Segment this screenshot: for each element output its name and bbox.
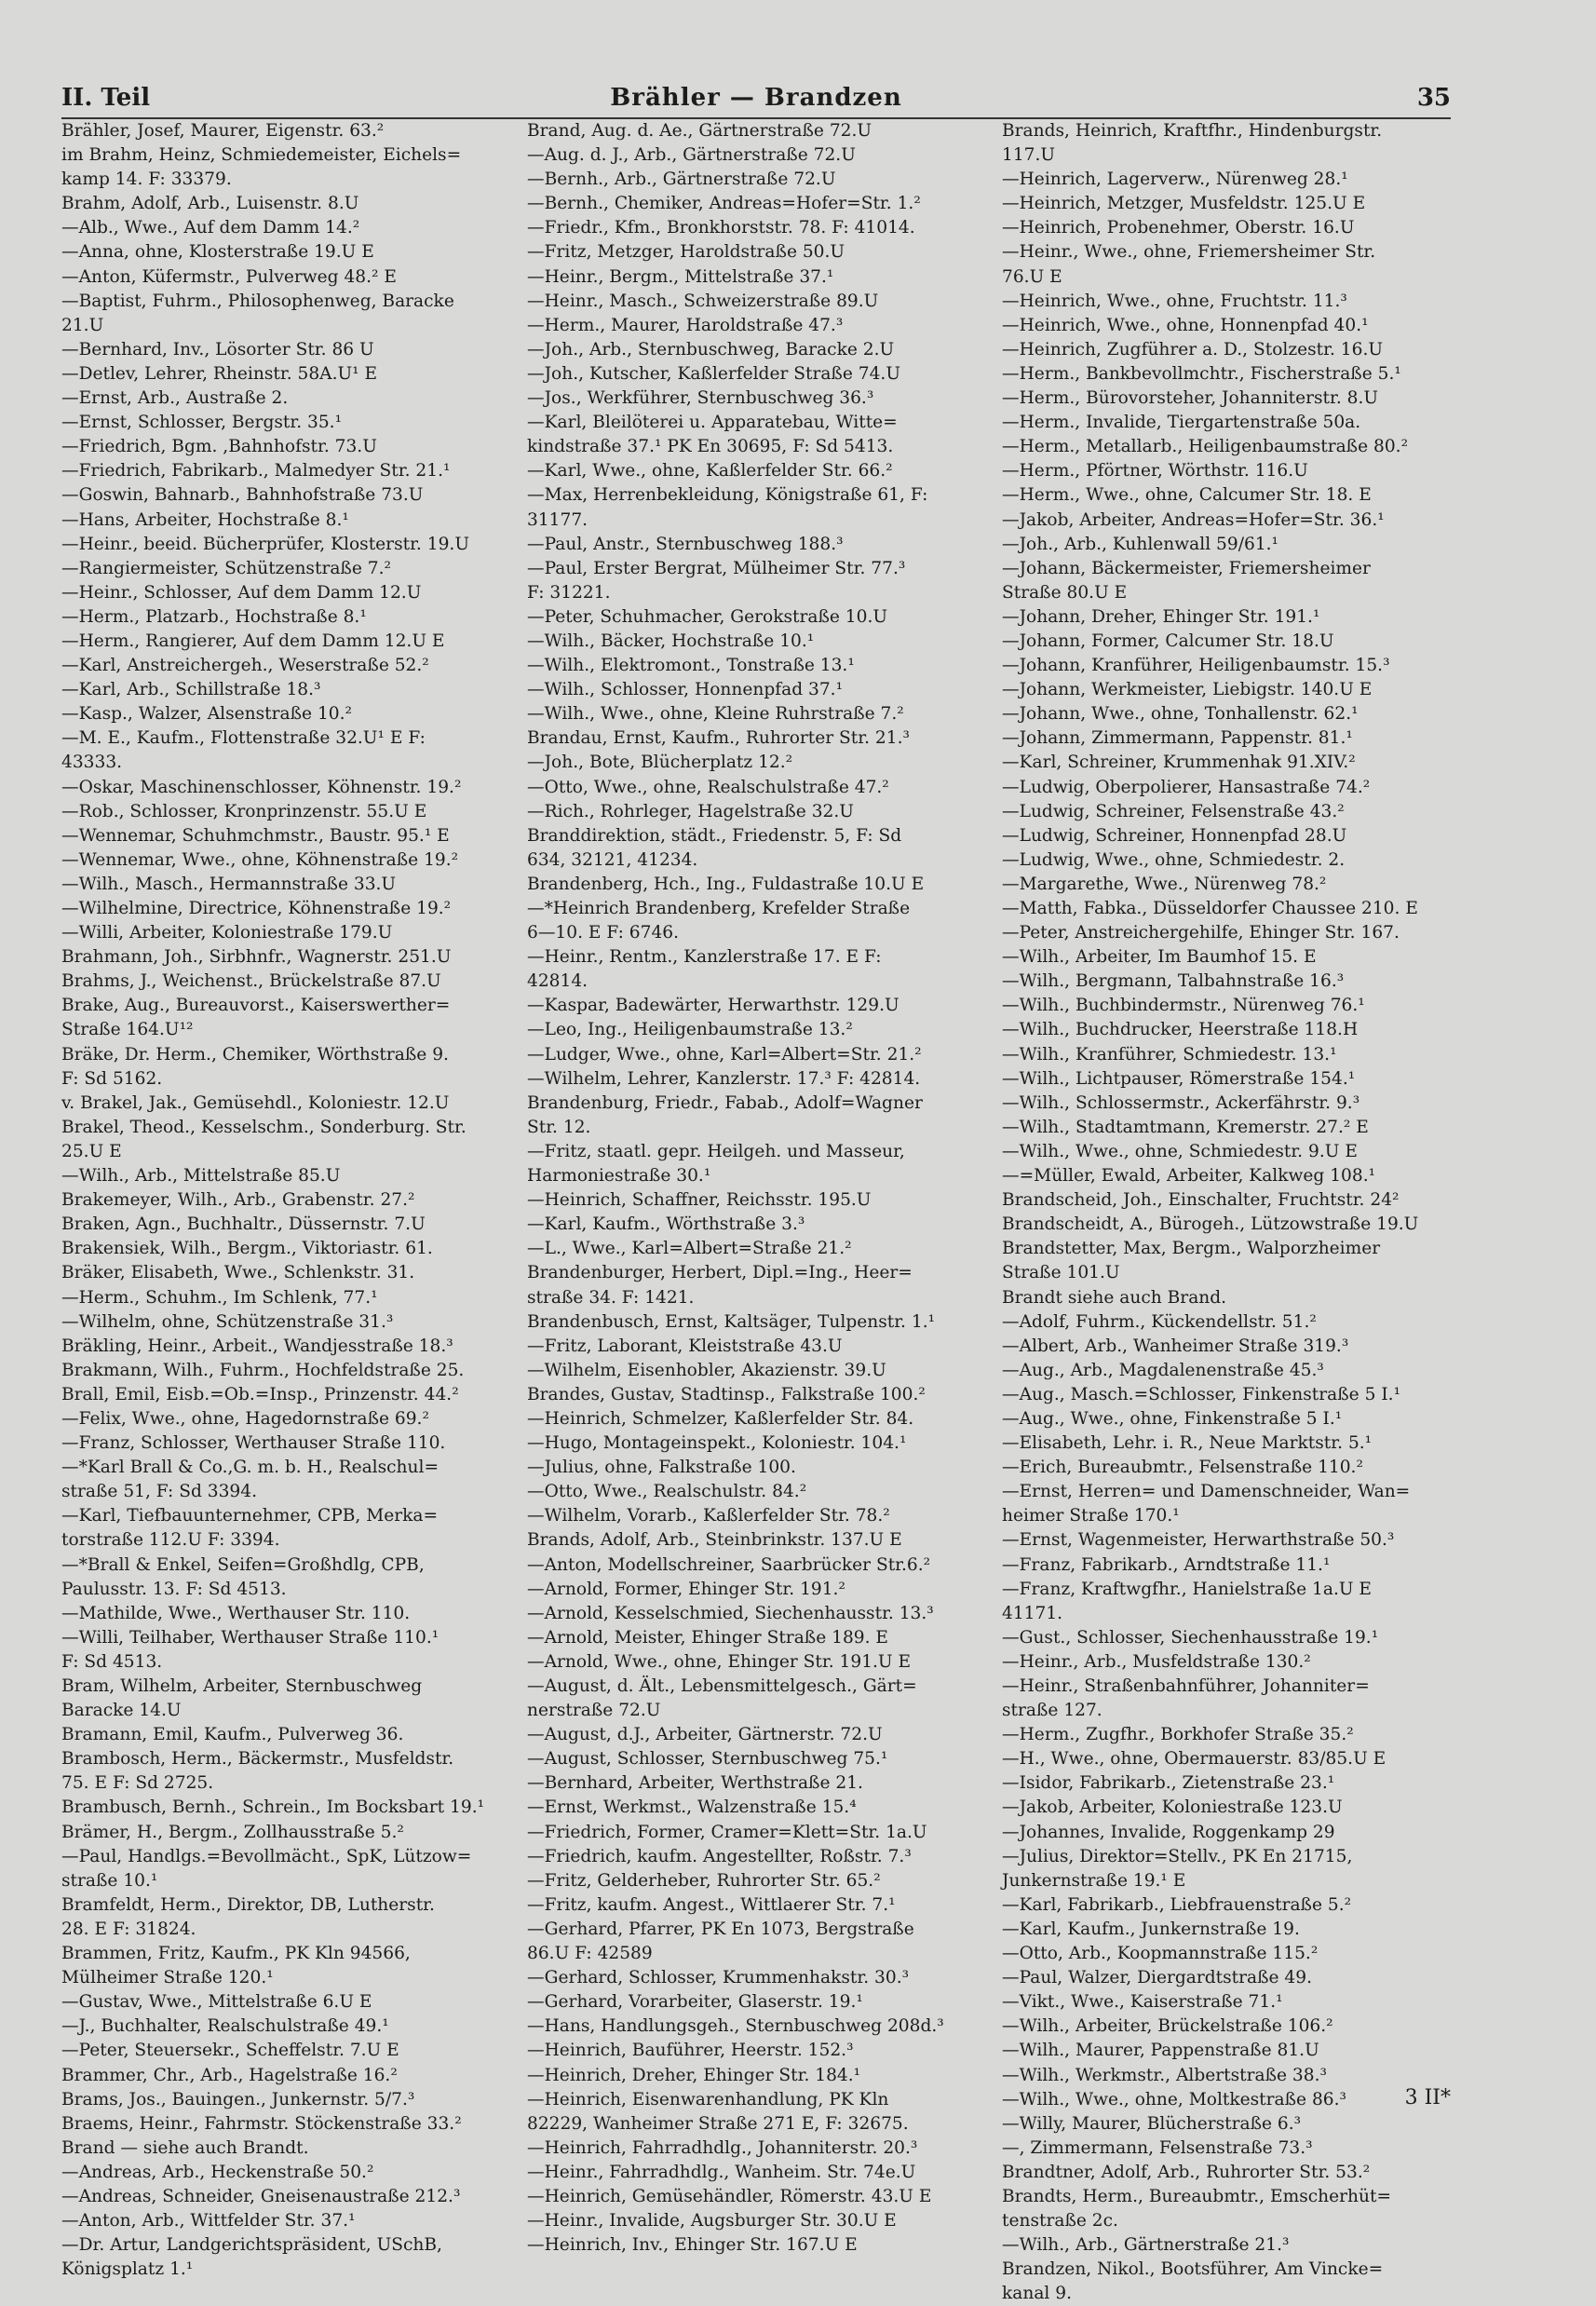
directory-entry: Junkernstraße 19.¹ E bbox=[1002, 1870, 1186, 1891]
directory-entry: —Wilh., Lichtpauser, Römerstraße 154.¹ bbox=[1002, 1068, 1356, 1089]
directory-entry: —Jakob, Arbeiter, Koloniestraße 123.U bbox=[1002, 1797, 1343, 1818]
directory-entry: —Karl, Wwe., ohne, Kaßlerfelder Str. 66.² bbox=[527, 461, 893, 482]
directory-entry: Baracke 14.U bbox=[61, 1701, 182, 1721]
directory-entry: 31177. bbox=[527, 509, 588, 530]
directory-entry: —Heinrich, Bauführer, Heerstr. 152.³ bbox=[527, 2041, 854, 2061]
directory-entry: —August, Schlosser, Sternbuschweg 75.¹ bbox=[527, 1749, 888, 1770]
directory-entry: —Rob., Schlosser, Kronprinzenstr. 55.U E bbox=[61, 801, 427, 821]
directory-entry: —Mathilde, Wwe., Werthauser Str. 110. bbox=[61, 1603, 411, 1623]
directory-entry: —Peter, Schuhmacher, Gerokstraße 10.U bbox=[527, 606, 888, 627]
directory-entry: —Peter, Anstreichergehilfe, Ehinger Str. 167. bbox=[1002, 923, 1400, 943]
directory-entry: —Bernhard, Arbeiter, Werthstraße 21. bbox=[527, 1773, 863, 1794]
directory-entry: F: Sd 5162. bbox=[61, 1068, 163, 1089]
directory-entry: —Wilh., Wwe., ohne, Schmiedestr. 9.U E bbox=[1002, 1141, 1358, 1161]
directory-entry: —Heinr., Wwe., ohne, Friemersheimer Str. bbox=[1002, 242, 1376, 263]
directory-entry: 86.U F: 42589 bbox=[527, 1944, 653, 1964]
directory-entry: —Karl, Kaufm., Wörthstraße 3.³ bbox=[527, 1214, 805, 1235]
directory-entry: Brand, Aug. d. Ae., Gärtnerstraße 72.U bbox=[527, 121, 872, 141]
directory-entry: —Karl, Arb., Schillstraße 18.³ bbox=[61, 680, 321, 700]
directory-entry: —Franz, Fabrikarb., Arndtstraße 11.¹ bbox=[1002, 1554, 1331, 1575]
directory-entry: nerstraße 72.U bbox=[527, 1701, 661, 1721]
directory-entry: —Fritz, kaufm. Angest., Wittlaerer Str. 7.¹ bbox=[527, 1894, 896, 1915]
directory-entry: —*Karl Brall & Co.,G. m. b. H., Realschul= bbox=[61, 1458, 440, 1478]
directory-entry: Braems, Heinr., Fahrmstr. Stöckenstraße 33.² bbox=[61, 2113, 462, 2134]
directory-entry: 21.U bbox=[61, 315, 104, 335]
directory-entry: Bräker, Elisabeth, Wwe., Schlenkstr. 31. bbox=[61, 1263, 415, 1283]
directory-entry: —Heinrich, Zugführer a. D., Stolzestr. 16.U bbox=[1002, 339, 1384, 359]
directory-entry: —Willy, Maurer, Blücherstraße 6.³ bbox=[1002, 2113, 1302, 2134]
directory-entry: —Oskar, Maschinenschlosser, Köhnenstr. 19.² bbox=[61, 777, 462, 797]
directory-entry: —Wilh., Arbeiter, Im Baumhof 15. E bbox=[1002, 947, 1317, 968]
directory-entry: —Heinr., Straßenbahnführer, Johanniter= bbox=[1002, 1676, 1370, 1696]
directory-entry: Brand — siehe auch Brandt. bbox=[61, 2137, 309, 2158]
directory-entry: —Wilhelm, Vorarb., Kaßlerfelder Str. 78.² bbox=[527, 1506, 890, 1526]
directory-entry: Brandenburger, Herbert, Dipl.=Ing., Heer= bbox=[527, 1263, 913, 1283]
directory-entry: —Joh., Kutscher, Kaßlerfelder Straße 74.U bbox=[527, 363, 901, 384]
directory-entry: —Ludger, Wwe., ohne, Karl=Albert=Str. 21.² bbox=[527, 1044, 922, 1065]
directory-entry: —Gerhard, Schlosser, Krummenhakstr. 30.³ bbox=[527, 1968, 910, 1988]
directory-entry: Brandtner, Adolf, Arb., Ruhrorter Str. 53.² bbox=[1002, 2162, 1371, 2182]
directory-entry: —Joh., Arb., Kuhlenwall 59/61.¹ bbox=[1002, 534, 1279, 554]
directory-entry: —Baptist, Fuhrm., Philosophenweg, Baracke bbox=[61, 291, 454, 311]
directory-entry: —Wilhelmine, Directrice, Köhnenstraße 19.² bbox=[61, 899, 452, 918]
directory-entry: —Wilh., Wwe., ohne, Kleine Ruhrstraße 7.² bbox=[527, 704, 904, 725]
directory-entry: Straße 80.U E bbox=[1002, 582, 1128, 603]
directory-entry: straße 51, F: Sd 3394. bbox=[61, 1482, 257, 1502]
directory-entry: —Wilh., Schlosser, Honnenpfad 37.¹ bbox=[527, 680, 844, 700]
directory-entry: 117.U bbox=[1002, 145, 1056, 166]
directory-entry: —Aug., Arb., Magdalenenstraße 45.³ bbox=[1002, 1360, 1324, 1380]
directory-entry: —Dr. Artur, Landgerichtspräsident, USchB, bbox=[61, 2235, 442, 2256]
directory-entry: 42814. bbox=[527, 971, 588, 992]
directory-entry: Brandscheid, Joh., Einschalter, Fruchtstr. 24² bbox=[1002, 1190, 1400, 1211]
directory-entry: —Matth, Fabka., Düsseldorfer Chaussee 210. E bbox=[1002, 899, 1418, 918]
directory-entry: —Johann, Wwe., ohne, Tonhallenstr. 62.¹ bbox=[1002, 704, 1359, 725]
directory-entry: —Ernst, Schlosser, Bergstr. 35.¹ bbox=[61, 413, 343, 433]
directory-entry: 41171. bbox=[1002, 1603, 1063, 1623]
directory-entry: Str. 12. bbox=[527, 1117, 591, 1137]
directory-entry: im Brahm, Heinz, Schmiedemeister, Eichels= bbox=[61, 145, 462, 166]
directory-entry: —Wilhelm, Eisenhobler, Akazienstr. 39.U bbox=[527, 1360, 886, 1380]
directory-entry: —Johann, Zimmermann, Pappenstr. 81.¹ bbox=[1002, 728, 1353, 749]
directory-entry: —Wilh., Bäcker, Hochstraße 10.¹ bbox=[527, 631, 815, 651]
directory-entry: —Wilh., Buchbindermstr., Nürenweg 76.¹ bbox=[1002, 996, 1365, 1016]
directory-entry: —Heinrich, Metzger, Musfeldstr. 125.U E bbox=[1002, 194, 1366, 214]
directory-entry: —Arnold, Meister, Ehinger Straße 189. E bbox=[527, 1627, 888, 1648]
directory-entry: Harmoniestraße 30.¹ bbox=[527, 1166, 711, 1187]
directory-entry: —Herm., Invalide, Tiergartenstraße 50a. bbox=[1002, 413, 1361, 433]
directory-entry: —Wilhelm, ohne, Schützenstraße 31.³ bbox=[61, 1311, 394, 1332]
page-number: 35 bbox=[1416, 84, 1451, 112]
directory-entry: —Wilh., Bergmann, Talbahnstraße 16.³ bbox=[1002, 971, 1345, 992]
directory-entry: —, Zimmermann, Felsenstraße 73.³ bbox=[1002, 2137, 1313, 2158]
directory-entry: —Karl, Kaufm., Junkernstraße 19. bbox=[1002, 1919, 1300, 1939]
directory-entry: Brämer, H., Bergm., Zollhausstraße 5.² bbox=[61, 1822, 404, 1842]
directory-entry: Brandenbusch, Ernst, Kaltsäger, Tulpenstr. 1.¹ bbox=[527, 1311, 936, 1332]
directory-entry: —Heinr., Rentm., Kanzlerstraße 17. E F: bbox=[527, 947, 882, 968]
directory-entry: kamp 14. F: 33379. bbox=[61, 170, 232, 190]
directory-entry: —Wilh., Werkmstr., Albertstraße 38.³ bbox=[1002, 2065, 1327, 2085]
directory-entry: straße 34. F: 1421. bbox=[527, 1287, 695, 1308]
directory-entry: —Wilh., Arb., Gärtnerstraße 21.³ bbox=[1002, 2235, 1290, 2256]
directory-entry: —Friedr., Kfm., Bronkhorststr. 78. F: 41014. bbox=[527, 218, 915, 238]
directory-entry: —Herm., Bankbevollmchtr., Fischerstraße 5.¹ bbox=[1002, 363, 1401, 384]
directory-entry: —Karl, Anstreichergeh., Weserstraße 52.² bbox=[61, 656, 429, 676]
directory-entry: 25.U E bbox=[61, 1141, 122, 1161]
directory-entry: 6—10. E F: 6746. bbox=[527, 923, 680, 943]
directory-entry: Branddirektion, städt., Friedenstr. 5, F: Sd bbox=[527, 825, 902, 846]
directory-entry: —August, d.J., Arbeiter, Gärtnerstr. 72.U bbox=[527, 1725, 883, 1745]
directory-entry: —Wilh., Wwe., ohne, Moltkestraße 86.³ bbox=[1002, 2089, 1346, 2109]
directory-entry: —Herm., Metallarb., Heiligenbaumstraße 80.² bbox=[1002, 437, 1409, 457]
directory-entry: Brahmann, Joh., Sirbhnfr., Wagnerstr. 251.U bbox=[61, 947, 452, 968]
directory-entry: —Aug. d. J., Arb., Gärtnerstraße 72.U bbox=[527, 145, 856, 166]
directory-entry: —Otto, Wwe., Realschulstr. 84.² bbox=[527, 1482, 807, 1502]
directory-entry: —Herm., Maurer, Haroldstraße 47.³ bbox=[527, 315, 844, 335]
directory-entry: —M. E., Kaufm., Flottenstraße 32.U¹ E F: bbox=[61, 728, 426, 749]
directory-entry: —Goswin, Bahnarb., Bahnhofstraße 73.U bbox=[61, 485, 424, 506]
directory-entry: —Kaspar, Badewärter, Herwarthstr. 129.U bbox=[527, 996, 899, 1016]
directory-entry: Brakemeyer, Wilh., Arb., Grabenstr. 27.² bbox=[61, 1190, 415, 1211]
directory-entry: —Ernst, Wagenmeister, Herwarthstraße 50.³ bbox=[1002, 1530, 1395, 1551]
directory-entry: —Ernst, Herren= und Damenschneider, Wan= bbox=[1002, 1482, 1411, 1502]
directory-entry: —Paul, Walzer, Diergardtstraße 49. bbox=[1002, 1968, 1312, 1988]
directory-entry: —Jakob, Arbeiter, Andreas=Hofer=Str. 36.¹ bbox=[1002, 509, 1385, 530]
directory-entry: —=Müller, Ewald, Arbeiter, Kalkweg 108.¹ bbox=[1002, 1166, 1376, 1187]
directory-entry: —Rich., Rohrleger, Hagelstraße 32.U bbox=[527, 801, 854, 821]
directory-entry: torstraße 112.U F: 3394. bbox=[61, 1530, 280, 1551]
directory-entry: —Joh., Bote, Blücherplatz 12.² bbox=[527, 753, 793, 773]
directory-entry: —Paul, Anstr., Sternbuschweg 188.³ bbox=[527, 534, 844, 554]
page-header bbox=[61, 80, 1451, 119]
directory-entry: —Heinrich, Wwe., ohne, Fruchtstr. 11.³ bbox=[1002, 291, 1347, 311]
directory-entry: Paulusstr. 13. F: Sd 4513. bbox=[61, 1579, 287, 1599]
directory-entry: —Heinr., Bergm., Mittelstraße 37.¹ bbox=[527, 266, 834, 287]
directory-entry: Mülheimer Straße 120.¹ bbox=[61, 1968, 274, 1988]
directory-entry: 82229, Wanheimer Straße 271 E, F: 32675. bbox=[527, 2113, 909, 2134]
directory-entry: —Heinrich, Dreher, Ehinger Str. 184.¹ bbox=[527, 2065, 861, 2085]
directory-entry: —Ludwig, Schreiner, Honnenpfad 28.U bbox=[1002, 825, 1347, 846]
directory-entry: —Rangiermeister, Schützenstraße 7.² bbox=[61, 558, 391, 578]
directory-entry: —Max, Herrenbekleidung, Königstraße 61, F: bbox=[527, 485, 928, 506]
directory-entry: Braken, Agn., Buchhaltr., Düssernstr. 7.U bbox=[61, 1214, 426, 1235]
directory-entry: —Julius, ohne, Falkstraße 100. bbox=[527, 1458, 796, 1478]
directory-entry: —*Brall & Enkel, Seifen=Großhdlg, CPB, bbox=[61, 1554, 425, 1575]
directory-entry: Brands, Adolf, Arb., Steinbrinkstr. 137.U E bbox=[527, 1530, 902, 1551]
directory-entry: kindstraße 37.¹ PK En 30695, F: Sd 5413. bbox=[527, 437, 894, 457]
directory-entry: —Heinrich, Gemüsehändler, Römerstr. 43.U E bbox=[527, 2186, 932, 2206]
directory-entry: —Johann, Bäckermeister, Friemersheimer bbox=[1002, 558, 1371, 578]
directory-entry: Brahms, J., Weichenst., Brückelstraße 87.U bbox=[61, 971, 441, 992]
header-section: II. Teil bbox=[61, 84, 151, 112]
directory-entry: —Fritz, staatl. gepr. Heilgeh. und Masseur, bbox=[527, 1141, 905, 1161]
directory-entry: —Heinr., Masch., Schweizerstraße 89.U bbox=[527, 291, 879, 311]
directory-entry: —Johann, Dreher, Ehinger Str. 191.¹ bbox=[1002, 606, 1320, 627]
directory-entry: Brammen, Fritz, Kaufm., PK Kln 94566, bbox=[61, 1944, 411, 1964]
directory-entry: Straße 101.U bbox=[1002, 1263, 1120, 1283]
column-2 bbox=[527, 119, 983, 2256]
directory-entry: —Aug., Wwe., ohne, Finkenstraße 5 I.¹ bbox=[1002, 1408, 1343, 1429]
directory-entry: straße 10.¹ bbox=[61, 1870, 158, 1891]
directory-entry: —Karl, Fabrikarb., Liebfrauenstraße 5.² bbox=[1002, 1894, 1352, 1915]
directory-entry: —Jos., Werkführer, Sternbuschweg 36.³ bbox=[527, 388, 874, 409]
sheet-signature: 3 II* bbox=[1404, 2086, 1451, 2109]
directory-entry: —Wilh., Arb., Mittelstraße 85.U bbox=[61, 1166, 341, 1187]
directory-entry: Brandts, Herm., Bureaubmtr., Emscherhüt= bbox=[1002, 2186, 1392, 2206]
directory-entry: —Heinr., Fahrradhdlg., Wanheim. Str. 74e.U bbox=[527, 2162, 916, 2182]
directory-entry: —Anna, ohne, Klosterstraße 19.U E bbox=[61, 242, 374, 263]
directory-entry: Brakensiek, Wilh., Bergm., Viktoriastr. 61. bbox=[61, 1239, 433, 1259]
directory-entry: 43333. bbox=[61, 753, 123, 773]
directory-entry: —Friedrich, Fabrikarb., Malmedyer Str. 21.¹ bbox=[61, 461, 451, 482]
directory-entry: —Johann, Werkmeister, Liebigstr. 140.U E bbox=[1002, 680, 1373, 700]
directory-entry: Bram, Wilhelm, Arbeiter, Sternbuschweg bbox=[61, 1676, 423, 1696]
directory-entry: Königsplatz 1.¹ bbox=[61, 2259, 194, 2280]
directory-entry: —Wilhelm, Lehrer, Kanzlerstr. 17.³ F: 42814. bbox=[527, 1068, 921, 1089]
directory-entry: Straße 164.U¹² bbox=[61, 1020, 194, 1040]
directory-entry: F: Sd 4513. bbox=[61, 1651, 163, 1672]
directory-entry: —Albert, Arb., Wanheimer Straße 319.³ bbox=[1002, 1336, 1349, 1356]
directory-entry: —Vikt., Wwe., Kaiserstraße 71.¹ bbox=[1002, 1992, 1283, 2013]
directory-entry: —Friedrich, Bgm. ,Bahnhofstr. 73.U bbox=[61, 437, 377, 457]
directory-entry: Brähler, Josef, Maurer, Eigenstr. 63.² bbox=[61, 121, 385, 141]
directory-entry: Brake, Aug., Bureauvorst., Kaiserswerther= bbox=[61, 996, 451, 1016]
directory-entry: —Otto, Wwe., ohne, Realschulstraße 47.² bbox=[527, 777, 889, 797]
directory-entry: —Bernhard, Inv., Lösorter Str. 86 U bbox=[61, 339, 374, 359]
directory-entry: —Anton, Modellschreiner, Saarbrücker Str.6.² bbox=[527, 1554, 931, 1575]
directory-entry: —Wilh., Arbeiter, Brückelstraße 106.² bbox=[1002, 2016, 1333, 2037]
directory-entry: —Herm., Platzarb., Hochstraße 8.¹ bbox=[61, 606, 367, 627]
directory-entry: —Heinrich, Probenehmer, Oberstr. 16.U bbox=[1002, 218, 1355, 238]
directory-entry: Bramann, Emil, Kaufm., Pulverweg 36. bbox=[61, 1725, 404, 1745]
directory-entry: 76.U E bbox=[1002, 266, 1062, 287]
directory-entry: —Gust., Schlosser, Siechenhausstraße 19.¹ bbox=[1002, 1627, 1379, 1648]
directory-entry: —Andreas, Arb., Heckenstraße 50.² bbox=[61, 2162, 374, 2182]
directory-entry: —Kasp., Walzer, Alsenstraße 10.² bbox=[61, 704, 352, 725]
directory-entry: Brandenberg, Hch., Ing., Fuldastraße 10.U E bbox=[527, 874, 925, 894]
directory-entry: —Elisabeth, Lehr. i. R., Neue Marktstr. 5.¹ bbox=[1002, 1433, 1373, 1454]
directory-entry: —Karl, Schreiner, Krummenhak 91.XIV.² bbox=[1002, 753, 1356, 773]
directory-entry: Brams, Jos., Bauingen., Junkernstr. 5/7.³ bbox=[61, 2089, 415, 2109]
directory-entry: —Peter, Steuersekr., Scheffelstr. 7.U E bbox=[61, 2041, 399, 2061]
directory-entry: —Bernh., Chemiker, Andreas=Hofer=Str. 1.² bbox=[527, 194, 921, 214]
directory-entry: —Julius, Direktor=Stellv., PK En 21715, bbox=[1002, 1846, 1353, 1866]
directory-entry: —H., Wwe., ohne, Obermauerstr. 83/85.U E bbox=[1002, 1749, 1386, 1770]
directory-entry: —Herm., Wwe., ohne, Calcumer Str. 18. E bbox=[1002, 485, 1372, 506]
directory-entry: —Wilh., Buchdrucker, Heerstraße 118.H bbox=[1002, 1020, 1359, 1040]
directory-entry: —Franz, Schlosser, Werthauser Straße 110. bbox=[61, 1433, 446, 1454]
directory-entry: —Gustav, Wwe., Mittelstraße 6.U E bbox=[61, 1992, 372, 2013]
directory-entry: —Detlev, Lehrer, Rheinstr. 58A.U¹ E bbox=[61, 363, 378, 384]
directory-entry: —Heinrich, Fahrradhdlg., Johanniterstr. 20.³ bbox=[527, 2137, 918, 2158]
directory-entry: —Wilh., Elektromont., Tonstraße 13.¹ bbox=[527, 656, 855, 676]
directory-entry: —Heinrich, Schmelzer, Kaßlerfelder Str. 84. bbox=[527, 1408, 914, 1429]
directory-entry: —Fritz, Gelderheber, Ruhrorter Str. 65.² bbox=[527, 1870, 881, 1891]
directory-entry: —Margarethe, Wwe., Nürenweg 78.² bbox=[1002, 874, 1327, 894]
directory-entry: —Otto, Arb., Koopmannstraße 115.² bbox=[1002, 1944, 1319, 1964]
column-3 bbox=[1002, 119, 1451, 2304]
directory-entry: Brandstetter, Max, Bergm., Walporzheimer bbox=[1002, 1239, 1381, 1259]
directory-entry: —Wennemar, Schuhmchmstr., Baustr. 95.¹ E bbox=[61, 825, 450, 846]
directory-entry: Brandscheidt, A., Bürogeh., Lützowstraße 19.U bbox=[1002, 1214, 1419, 1235]
directory-entry: Brandenburg, Friedr., Fabab., Adolf=Wagner bbox=[527, 1092, 923, 1113]
directory-entry: —Paul, Handlgs.=Bevollmächt., SpK, Lützow= bbox=[61, 1846, 472, 1866]
directory-entry: Brakel, Theod., Kesselschm., Sonderburg. Str. bbox=[61, 1117, 467, 1137]
directory-entry: —Heinrich, Eisenwarenhandlung, PK Kln bbox=[527, 2089, 889, 2109]
directory-entry: Brandau, Ernst, Kaufm., Ruhrorter Str. 21.³ bbox=[527, 728, 910, 749]
column-1 bbox=[61, 119, 518, 2280]
directory-entry: —August, d. Ält., Lebensmittelgesch., Gärt= bbox=[527, 1676, 917, 1696]
directory-entry: —Heinr., Invalide, Augsburger Str. 30.U E bbox=[527, 2211, 897, 2231]
directory-entry: —Heinr., Schlosser, Auf dem Damm 12.U bbox=[61, 582, 422, 603]
directory-entry: —Heinrich, Inv., Ehinger Str. 167.U E bbox=[527, 2235, 858, 2256]
directory-entry: —Willi, Arbeiter, Koloniestraße 179.U bbox=[61, 923, 393, 943]
directory-entry: —Friedrich, kaufm. Angestellter, Roßstr. 7.³ bbox=[527, 1846, 912, 1866]
directory-entry: —Paul, Erster Bergrat, Mülheimer Str. 77.³ bbox=[527, 558, 906, 578]
directory-entry: —Heinr., Arb., Musfeldstraße 130.² bbox=[1002, 1651, 1311, 1672]
directory-entry: —Erich, Bureaubmtr., Felsenstraße 110.² bbox=[1002, 1458, 1363, 1478]
directory-entry: —Heinrich, Wwe., ohne, Honnenpfad 40.¹ bbox=[1002, 315, 1369, 335]
directory-entry: —Fritz, Metzger, Haroldstraße 50.U bbox=[527, 242, 845, 263]
directory-entry: —Johann, Former, Calcumer Str. 18.U bbox=[1002, 631, 1334, 651]
directory-entry: —Anton, Arb., Wittfelder Str. 37.¹ bbox=[61, 2211, 356, 2231]
directory-entry: Brands, Heinrich, Kraftfhr., Hindenburgstr. bbox=[1002, 121, 1383, 141]
directory-entry: —Joh., Arb., Sternbuschweg, Baracke 2.U bbox=[527, 339, 895, 359]
directory-entry: Brambosch, Herm., Bäckermstr., Musfeldstr. bbox=[61, 1749, 454, 1770]
directory-entry: —Anton, Küfermstr., Pulverweg 48.² E bbox=[61, 266, 397, 287]
directory-entry: kanal 9. bbox=[1002, 2284, 1073, 2304]
directory-entry: —Ernst, Arb., Austraße 2. bbox=[61, 388, 289, 409]
directory-entry: —Ludwig, Oberpolierer, Hansastraße 74.² bbox=[1002, 777, 1371, 797]
directory-entry: 75. E F: Sd 2725. bbox=[61, 1773, 214, 1794]
directory-entry: —Fritz, Laborant, Kleiststraße 43.U bbox=[527, 1336, 843, 1356]
directory-entry: Brahm, Adolf, Arb., Luisenstr. 8.U bbox=[61, 194, 359, 214]
directory-entry: Brammer, Chr., Arb., Hagelstraße 16.² bbox=[61, 2065, 398, 2085]
directory-entry: —Wennemar, Wwe., ohne, Köhnenstraße 19.² bbox=[61, 849, 459, 870]
directory-entry: —Willi, Teilhaber, Werthauser Straße 110.¹ bbox=[61, 1627, 440, 1648]
directory-entry: —Felix, Wwe., ohne, Hagedornstraße 69.² bbox=[61, 1408, 429, 1429]
directory-entry: —Johann, Kranführer, Heiligenbaumstr. 15.³ bbox=[1002, 656, 1390, 676]
header-keywords: Brähler — Brandzen bbox=[610, 84, 902, 112]
directory-entry: Brandt siehe auch Brand. bbox=[1002, 1287, 1227, 1308]
directory-entry: heimer Straße 170.¹ bbox=[1002, 1506, 1180, 1526]
directory-entry: —J., Buchhalter, Realschulstraße 49.¹ bbox=[61, 2016, 389, 2037]
directory-entry: —Herm., Rangierer, Auf dem Damm 12.U E bbox=[61, 631, 445, 651]
directory-entry: —Ludwig, Wwe., ohne, Schmiedestr. 2. bbox=[1002, 849, 1346, 870]
directory-entry: Bramfeldt, Herm., Direktor, DB, Lutherstr. bbox=[61, 1894, 435, 1915]
directory-entry: —Bernh., Arb., Gärtnerstraße 72.U bbox=[527, 170, 836, 190]
directory-entry: 634, 32121, 41234. bbox=[527, 849, 698, 870]
directory-entry: —Hans, Arbeiter, Hochstraße 8.¹ bbox=[61, 509, 349, 530]
directory-entry: —Adolf, Fuhrm., Kückendellstr. 51.² bbox=[1002, 1311, 1317, 1332]
directory-entry: —Heinrich, Schaffner, Reichsstr. 195.U bbox=[527, 1190, 872, 1211]
directory-entry: F: 31221. bbox=[527, 582, 611, 603]
directory-entry: —Herm., Pförtner, Wörthstr. 116.U bbox=[1002, 461, 1308, 482]
directory-entry: —Aug., Masch.=Schlosser, Finkenstraße 5 I.¹ bbox=[1002, 1384, 1401, 1404]
directory-entry: —Karl, Bleilöterei u. Apparatebau, Witte= bbox=[527, 413, 898, 433]
directory-entry: —Gerhard, Pfarrer, PK En 1073, Bergstraße bbox=[527, 1919, 914, 1939]
directory-entry: —Alb., Wwe., Auf dem Damm 14.² bbox=[61, 218, 360, 238]
directory-entry: —Hugo, Montageinspekt., Koloniestr. 104.¹ bbox=[527, 1433, 907, 1454]
directory-entry: Brakmann, Wilh., Fuhrm., Hochfeldstraße 25. bbox=[61, 1360, 465, 1380]
directory-entry: —Leo, Ing., Heiligenbaumstraße 13.² bbox=[527, 1020, 853, 1040]
directory-entry: —Wilh., Maurer, Pappenstraße 81.U bbox=[1002, 2041, 1319, 2061]
directory-entry: —Ludwig, Schreiner, Felsenstraße 43.² bbox=[1002, 801, 1345, 821]
directory-entry: Brandes, Gustav, Stadtinsp., Falkstraße 100.² bbox=[527, 1384, 926, 1404]
directory-entry: —Herm., Schuhm., Im Schlenk, 77.¹ bbox=[61, 1287, 378, 1308]
directory-entry: Bräke, Dr. Herm., Chemiker, Wörthstraße 9. bbox=[61, 1044, 449, 1065]
directory-entry: —Wilh., Masch., Hermannstraße 33.U bbox=[61, 874, 397, 894]
directory-entry: —Arnold, Kesselschmied, Siechenhausstr. 13.³ bbox=[527, 1603, 934, 1623]
directory-entry: tenstraße 2c. bbox=[1002, 2211, 1118, 2231]
directory-entry: —Andreas, Schneider, Gneisenaustraße 212.³ bbox=[61, 2186, 461, 2206]
directory-entry: —Gerhard, Vorarbeiter, Glaserstr. 19.¹ bbox=[527, 1992, 863, 2013]
directory-entry: straße 127. bbox=[1002, 1701, 1102, 1721]
directory-entry: —Arnold, Former, Ehinger Str. 191.² bbox=[527, 1579, 845, 1599]
directory-entry: —Hans, Handlungsgeh., Sternbuschweg 208d.³ bbox=[527, 2016, 944, 2037]
directory-entry: —Johannes, Invalide, Roggenkamp 29 bbox=[1002, 1822, 1335, 1842]
directory-entry: —Karl, Tiefbauunternehmer, CPB, Merka= bbox=[61, 1506, 439, 1526]
directory-entry: Brambusch, Bernh., Schrein., Im Bocksbart 19.¹ bbox=[61, 1797, 485, 1818]
directory-entry: —Wilh., Stadtamtmann, Kremerstr. 27.² E bbox=[1002, 1117, 1369, 1137]
directory-entry: —Franz, Kraftwgfhr., Hanielstraße 1a.U E bbox=[1002, 1579, 1373, 1599]
directory-entry: Brandzen, Nikol., Bootsführer, Am Vincke= bbox=[1002, 2259, 1384, 2280]
directory-entry: —Isidor, Fabrikarb., Zietenstraße 23.¹ bbox=[1002, 1773, 1335, 1794]
directory-entry: —Heinrich, Lagerverw., Nürenweg 28.¹ bbox=[1002, 170, 1348, 190]
directory-entry: 28. E F: 31824. bbox=[61, 1919, 196, 1939]
directory-entry: —Wilh., Kranführer, Schmiedestr. 13.¹ bbox=[1002, 1044, 1337, 1065]
directory-entry: —Wilh., Schlossermstr., Ackerfährstr. 9.³ bbox=[1002, 1092, 1360, 1113]
directory-entry: Brall, Emil, Eisb.=Ob.=Insp., Prinzenstr. 44.² bbox=[61, 1384, 459, 1404]
directory-entry: —Herm., Bürovorsteher, Johanniterstr. 8.U bbox=[1002, 388, 1379, 409]
directory-entry: v. Brakel, Jak., Gemüsehdl., Koloniestr. 12.U bbox=[61, 1092, 450, 1113]
directory-entry: —Ernst, Werkmst., Walzenstraße 15.⁴ bbox=[527, 1797, 857, 1818]
directory-entry: —L., Wwe., Karl=Albert=Straße 21.² bbox=[527, 1239, 852, 1259]
directory-entry: —Herm., Zugfhr., Borkhofer Straße 35.² bbox=[1002, 1725, 1354, 1745]
directory-entry: Bräkling, Heinr., Arbeit., Wandjesstraße 18.³ bbox=[61, 1336, 453, 1356]
directory-entry: —Heinr., beeid. Bücherprüfer, Klosterstr. 19.U bbox=[61, 534, 469, 554]
directory-entry: —*Heinrich Brandenberg, Krefelder Straße bbox=[527, 899, 911, 918]
directory-entry: —Arnold, Wwe., ohne, Ehinger Str. 191.U E bbox=[527, 1651, 912, 1672]
directory-entry: —Friedrich, Former, Cramer=Klett=Str. 1a.U bbox=[527, 1822, 927, 1842]
